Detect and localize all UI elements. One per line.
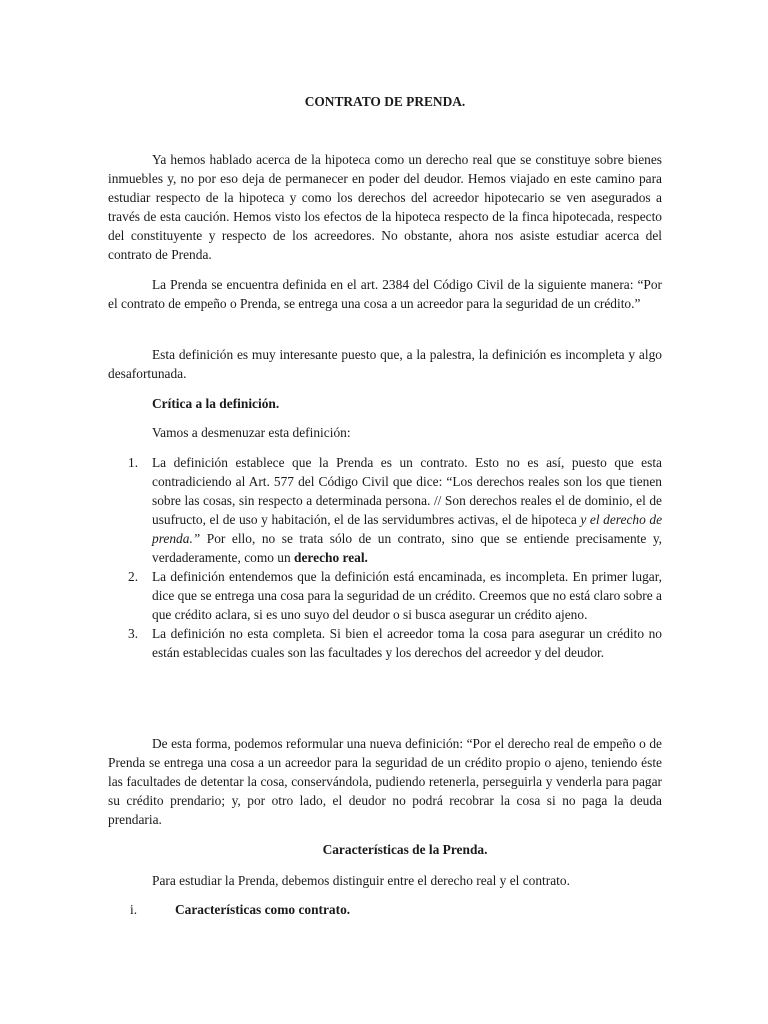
list-item-number: 3. bbox=[128, 626, 139, 641]
list-item-number: 2. bbox=[128, 569, 139, 584]
paragraph-intro: Ya hemos hablado acerca de la hipoteca como un derecho real que se constituye sobre bienes inmuebles y, no por eso deja de permanecer en poder del deudor. Hemos viajado en este camino para estudiar respecto de la hipoteca y como los derechos del acreedor hipotecario se ven asegurados a través de esta caución. Hemos visto los efectos de la hipoteca respecto de la finca hipotecada, respecto del constituyente y respecto de los acreedores. No obstante, ahora nos asiste estudiar acerca del contrato de Prenda. bbox=[108, 152, 662, 262]
list-item-italic-text: y el derecho de prenda.” bbox=[152, 512, 663, 546]
paragraph-desmenuzar: Vamos a desmenuzar esta definición: bbox=[152, 425, 351, 440]
paragraph-reformulation: De esta forma, podemos reformular una nueva definición: “Por el derecho real de empeño o de Prenda se entrega una cosa a un acreedor para la seguridad de un crédito propio o ajeno, teniendo éste las facultades de detentar la cosa, conservándola, pudiendo retenerla, perseguirla y venderla para pagar su crédito prendario; y, por otro lado, el deudor no podrá recobrar la cosa si no paga la deuda prendaria. bbox=[108, 736, 662, 827]
section-heading-critica: Crítica a la definición. bbox=[152, 396, 280, 411]
list-item-text: La definición establece que la Prenda es un contrato. Esto no es así, puesto que esta contradiciendo al Art. 577 del Código Civil que dice: “Los derechos reales son los que tienen sobre las cosas, sin respecto a determinada persona. // Son derechos reales el de dominio, el de usufructo, el de uso y habitación, el de las servidumbres activas, el de hipoteca bbox=[152, 455, 662, 527]
list-item bbox=[108, 567, 662, 624]
paragraph-comment: Esta definición es muy interesante puesto que, a la palestra, la definición es incompleta y algo desafortunada. bbox=[108, 347, 662, 381]
list-item bbox=[108, 624, 662, 662]
list-item-text: La definición entendemos que la definición está encaminada, es incompleta. En primer lugar, dice que se entrega una cosa para la seguridad de un crédito. Creemos que no está claro sobre a que crédito aclara, si es uno suyo del deudor o si busca asegurar un crédito ajeno. bbox=[152, 569, 662, 622]
critique-list bbox=[108, 453, 662, 662]
list-item-bold-text: derecho real. bbox=[294, 550, 368, 565]
roman-list-number: i. bbox=[130, 902, 138, 917]
list-item-text: La definición no esta completa. Si bien el acreedor toma la cosa para asegurar un crédito no están establecidas cuales son las facultades y los derechos del acreedor y del deudor. bbox=[152, 626, 662, 660]
list-item-text-continued: Por ello, no se trata sólo de un contrato, sino que se entiende precisamente y, verdaderamente, como un bbox=[152, 531, 662, 565]
subsection-heading-contrato: Características como contrato. bbox=[175, 902, 351, 917]
list-item-number: 1. bbox=[128, 455, 139, 470]
list-item bbox=[108, 453, 662, 567]
paragraph-distinguish: Para estudiar la Prenda, debemos distinguir entre el derecho real y el contrato. bbox=[152, 873, 570, 888]
section-heading-caracteristicas: Características de la Prenda. bbox=[322, 842, 488, 857]
document-title: CONTRATO DE PRENDA. bbox=[304, 94, 466, 109]
paragraph-definition: La Prenda se encuentra definida en el art. 2384 del Código Civil de la siguiente manera: “Por el contrato de empeño o Prenda, se entrega una cosa a un acreedor para la seguridad de un crédito.” bbox=[108, 277, 662, 311]
